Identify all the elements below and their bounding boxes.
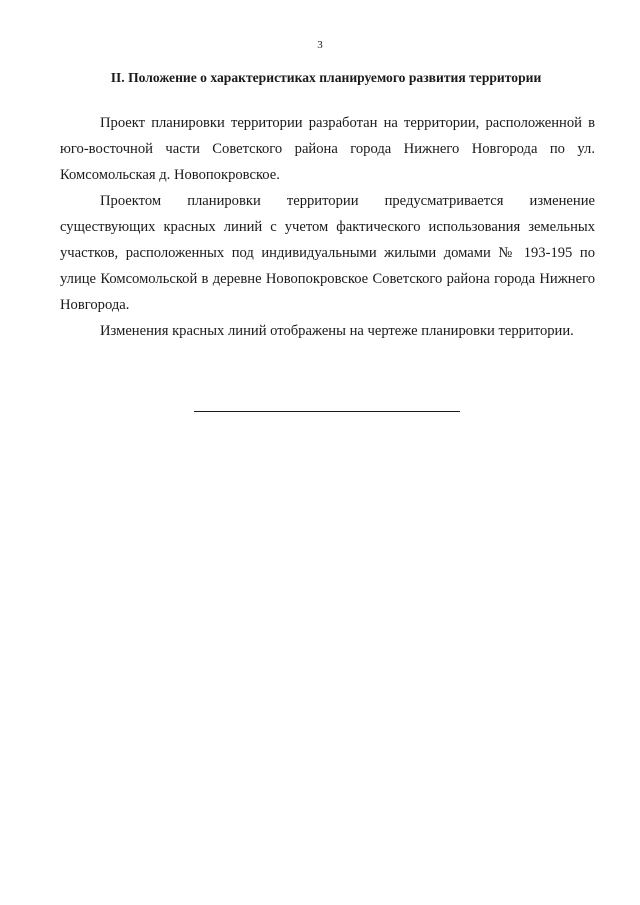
end-divider-line bbox=[194, 411, 460, 412]
paragraph-red-lines-change: Проектом планировки территории предусматривается изменение существующих красных линий с учетом фактического использования земельных участков, расположенных под индивидуальными жилыми домами № 193-195 по улице Комсомольской в деревне Новопокровское Советского района города Нижнего Новгорода. bbox=[60, 193, 595, 313]
paragraph-project-location: Проект планировки территории разработан на территории, расположенной в юго-восточной части Советского района города Нижнего Новгорода по ул. Комсомольская д. Новопокровское. bbox=[60, 115, 595, 183]
section-heading: II. Положение о характеристиках планируемого развития территории bbox=[110, 70, 542, 85]
paragraph-drawing-reference: Изменения красных линий отображены на чертеже планировки территории. bbox=[100, 323, 574, 339]
page-number: 3 bbox=[317, 39, 323, 51]
body-text bbox=[60, 110, 595, 344]
